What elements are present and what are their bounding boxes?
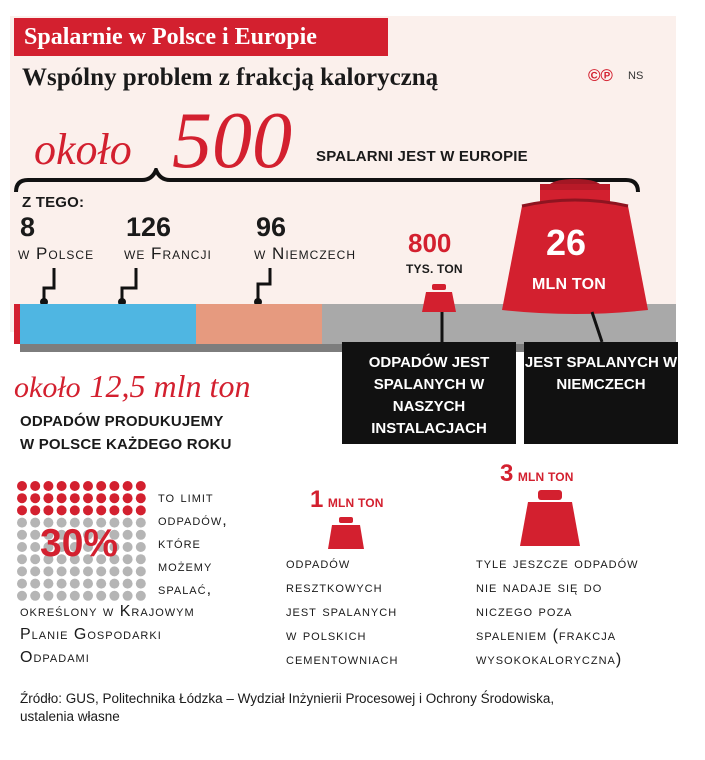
remaining-line-3: spaleniem (frakcja [476, 627, 617, 644]
dot [17, 579, 27, 589]
dot [136, 554, 146, 564]
dot [57, 566, 67, 576]
limit-line-4: spalać, [158, 581, 213, 598]
cement-unit: MLN TON [327, 496, 384, 510]
dot [123, 493, 133, 503]
remaining-value: 3 [500, 460, 514, 487]
poland-label: w Polsce [18, 244, 95, 263]
germany-caption: JEST SPALANYCH W NIEMCZECH [524, 354, 678, 393]
germany-label: w Niemczech [254, 244, 356, 263]
dot [30, 493, 40, 503]
bar-germany [196, 304, 322, 344]
dot [83, 481, 93, 491]
dot [123, 579, 133, 589]
dot [109, 493, 119, 503]
remaining-line-2: niczego poza [476, 603, 573, 620]
dot [83, 493, 93, 503]
banner-title: Spalarnie w Polsce i Europie [14, 18, 388, 56]
source-note [20, 690, 554, 726]
author-initials: NS [628, 70, 644, 82]
france-count: 126 [126, 212, 172, 242]
dot [57, 579, 67, 589]
dot [57, 481, 67, 491]
dot [70, 505, 80, 515]
dot [17, 518, 27, 528]
dot [43, 481, 53, 491]
dot [136, 481, 146, 491]
poland-incinerated-unit: TYS. TON [406, 262, 463, 276]
remaining-line-4: wysokokaloryczna) [476, 651, 623, 668]
remaining-line-0: tyle jeszcze odpadów [476, 555, 639, 572]
poland-incinerated-value: 800 [408, 228, 452, 258]
dot [123, 481, 133, 491]
production-prefix: około [14, 371, 81, 404]
limit-percent: 30% [40, 522, 119, 565]
dot [57, 505, 67, 515]
dot [109, 481, 119, 491]
dot [83, 505, 93, 515]
remaining-line-1: nie nadaje się do [476, 579, 603, 596]
dot [96, 579, 106, 589]
dot [123, 530, 133, 540]
remaining-headline [500, 460, 574, 488]
dot [17, 542, 27, 552]
production-line-2: W POLSCE KAŻDEGO ROKU [20, 436, 232, 453]
dot [136, 493, 146, 503]
remaining-unit: MLN TON [517, 470, 574, 484]
germany-caption-box [524, 342, 678, 444]
dot [30, 505, 40, 515]
remaining-text [476, 552, 639, 672]
breakdown-label: Z TEGO: [22, 194, 85, 211]
cement-line-2: jest spalanych [286, 603, 398, 620]
dot [96, 505, 106, 515]
dot [136, 505, 146, 515]
poland-count: 8 [20, 212, 36, 242]
dot [70, 493, 80, 503]
dot [123, 554, 133, 564]
dot [96, 566, 106, 576]
bar-france [20, 304, 196, 344]
headline-suffix: SPALARNI JEST W EUROPIE [316, 148, 528, 165]
limit-bottom-line-2: Odpadami [20, 649, 90, 666]
production-value: 12,5 mln ton [89, 368, 251, 404]
dot [123, 518, 133, 528]
cement-line-4: cementowniach [286, 651, 399, 668]
dot [109, 579, 119, 589]
cement-headline [310, 486, 384, 514]
dot [17, 566, 27, 576]
subtitle: Wspólny problem z frakcją kaloryczną [22, 64, 439, 91]
limit-line-3: możemy [158, 558, 213, 575]
dot [17, 505, 27, 515]
production-headline [14, 368, 250, 405]
dot [17, 530, 27, 540]
dot [83, 579, 93, 589]
dot [136, 566, 146, 576]
production-text [20, 410, 232, 456]
dot [136, 518, 146, 528]
dot [96, 493, 106, 503]
cement-value: 1 [310, 486, 324, 513]
dot [30, 566, 40, 576]
cement-line-1: resztkowych [286, 579, 383, 596]
cement-text [286, 552, 398, 672]
germany-incinerated-value: 26 [546, 222, 587, 263]
poland-caption: ODPADÓW JEST SPALANYCH W NASZYCH INSTALACJACH [368, 354, 490, 437]
dot [43, 505, 53, 515]
dot [136, 542, 146, 552]
limit-text-bottom [20, 600, 195, 669]
headline-prefix: około [34, 125, 132, 174]
dot [17, 493, 27, 503]
dot [17, 554, 27, 564]
production-line-1: ODPADÓW PRODUKUJEMY [20, 413, 224, 430]
limit-line-1: odpadów, [158, 512, 228, 529]
germany-count: 96 [256, 212, 287, 242]
dot [136, 579, 146, 589]
callout-pointers [430, 310, 610, 344]
dot [30, 530, 40, 540]
limit-bottom-line-1: Planie Gospodarki [20, 626, 162, 643]
dot [70, 579, 80, 589]
cement-line-3: w polskich [286, 627, 367, 644]
dot [123, 505, 133, 515]
medium-weight-icon [326, 516, 366, 550]
limit-bottom-line-0: określony w Krajowym [20, 603, 195, 620]
dot [123, 566, 133, 576]
pointer-lines [0, 262, 300, 306]
dot [30, 518, 40, 528]
dot [123, 542, 133, 552]
limit-text [158, 486, 228, 601]
germany-incinerated-unit: MLN TON [532, 276, 606, 293]
dot [43, 579, 53, 589]
dot [43, 566, 53, 576]
dot [83, 566, 93, 576]
limit-line-2: które [158, 535, 201, 552]
dot [30, 579, 40, 589]
source-line-1: ustalenia własne [20, 709, 120, 724]
dot [17, 481, 27, 491]
dot [70, 566, 80, 576]
headline-number: 500 [172, 97, 292, 185]
dot [70, 481, 80, 491]
source-line-0: Źródło: GUS, Politechnika Łódzka – Wydział Inżynierii Procesowej i Ochrony Środowiska, [20, 691, 555, 706]
cement-line-0: odpadów [286, 555, 351, 572]
dot [43, 493, 53, 503]
dot [30, 542, 40, 552]
poland-caption-box [342, 342, 516, 444]
dot [30, 481, 40, 491]
dot [96, 481, 106, 491]
large-weight-icon [518, 488, 582, 548]
dot [109, 505, 119, 515]
dot [30, 554, 40, 564]
france-label: we Francji [124, 244, 212, 263]
dot [109, 566, 119, 576]
dot [136, 530, 146, 540]
limit-line-0: to limit [158, 489, 214, 506]
copyright-icon: ©℗ [588, 66, 614, 85]
dot [57, 493, 67, 503]
